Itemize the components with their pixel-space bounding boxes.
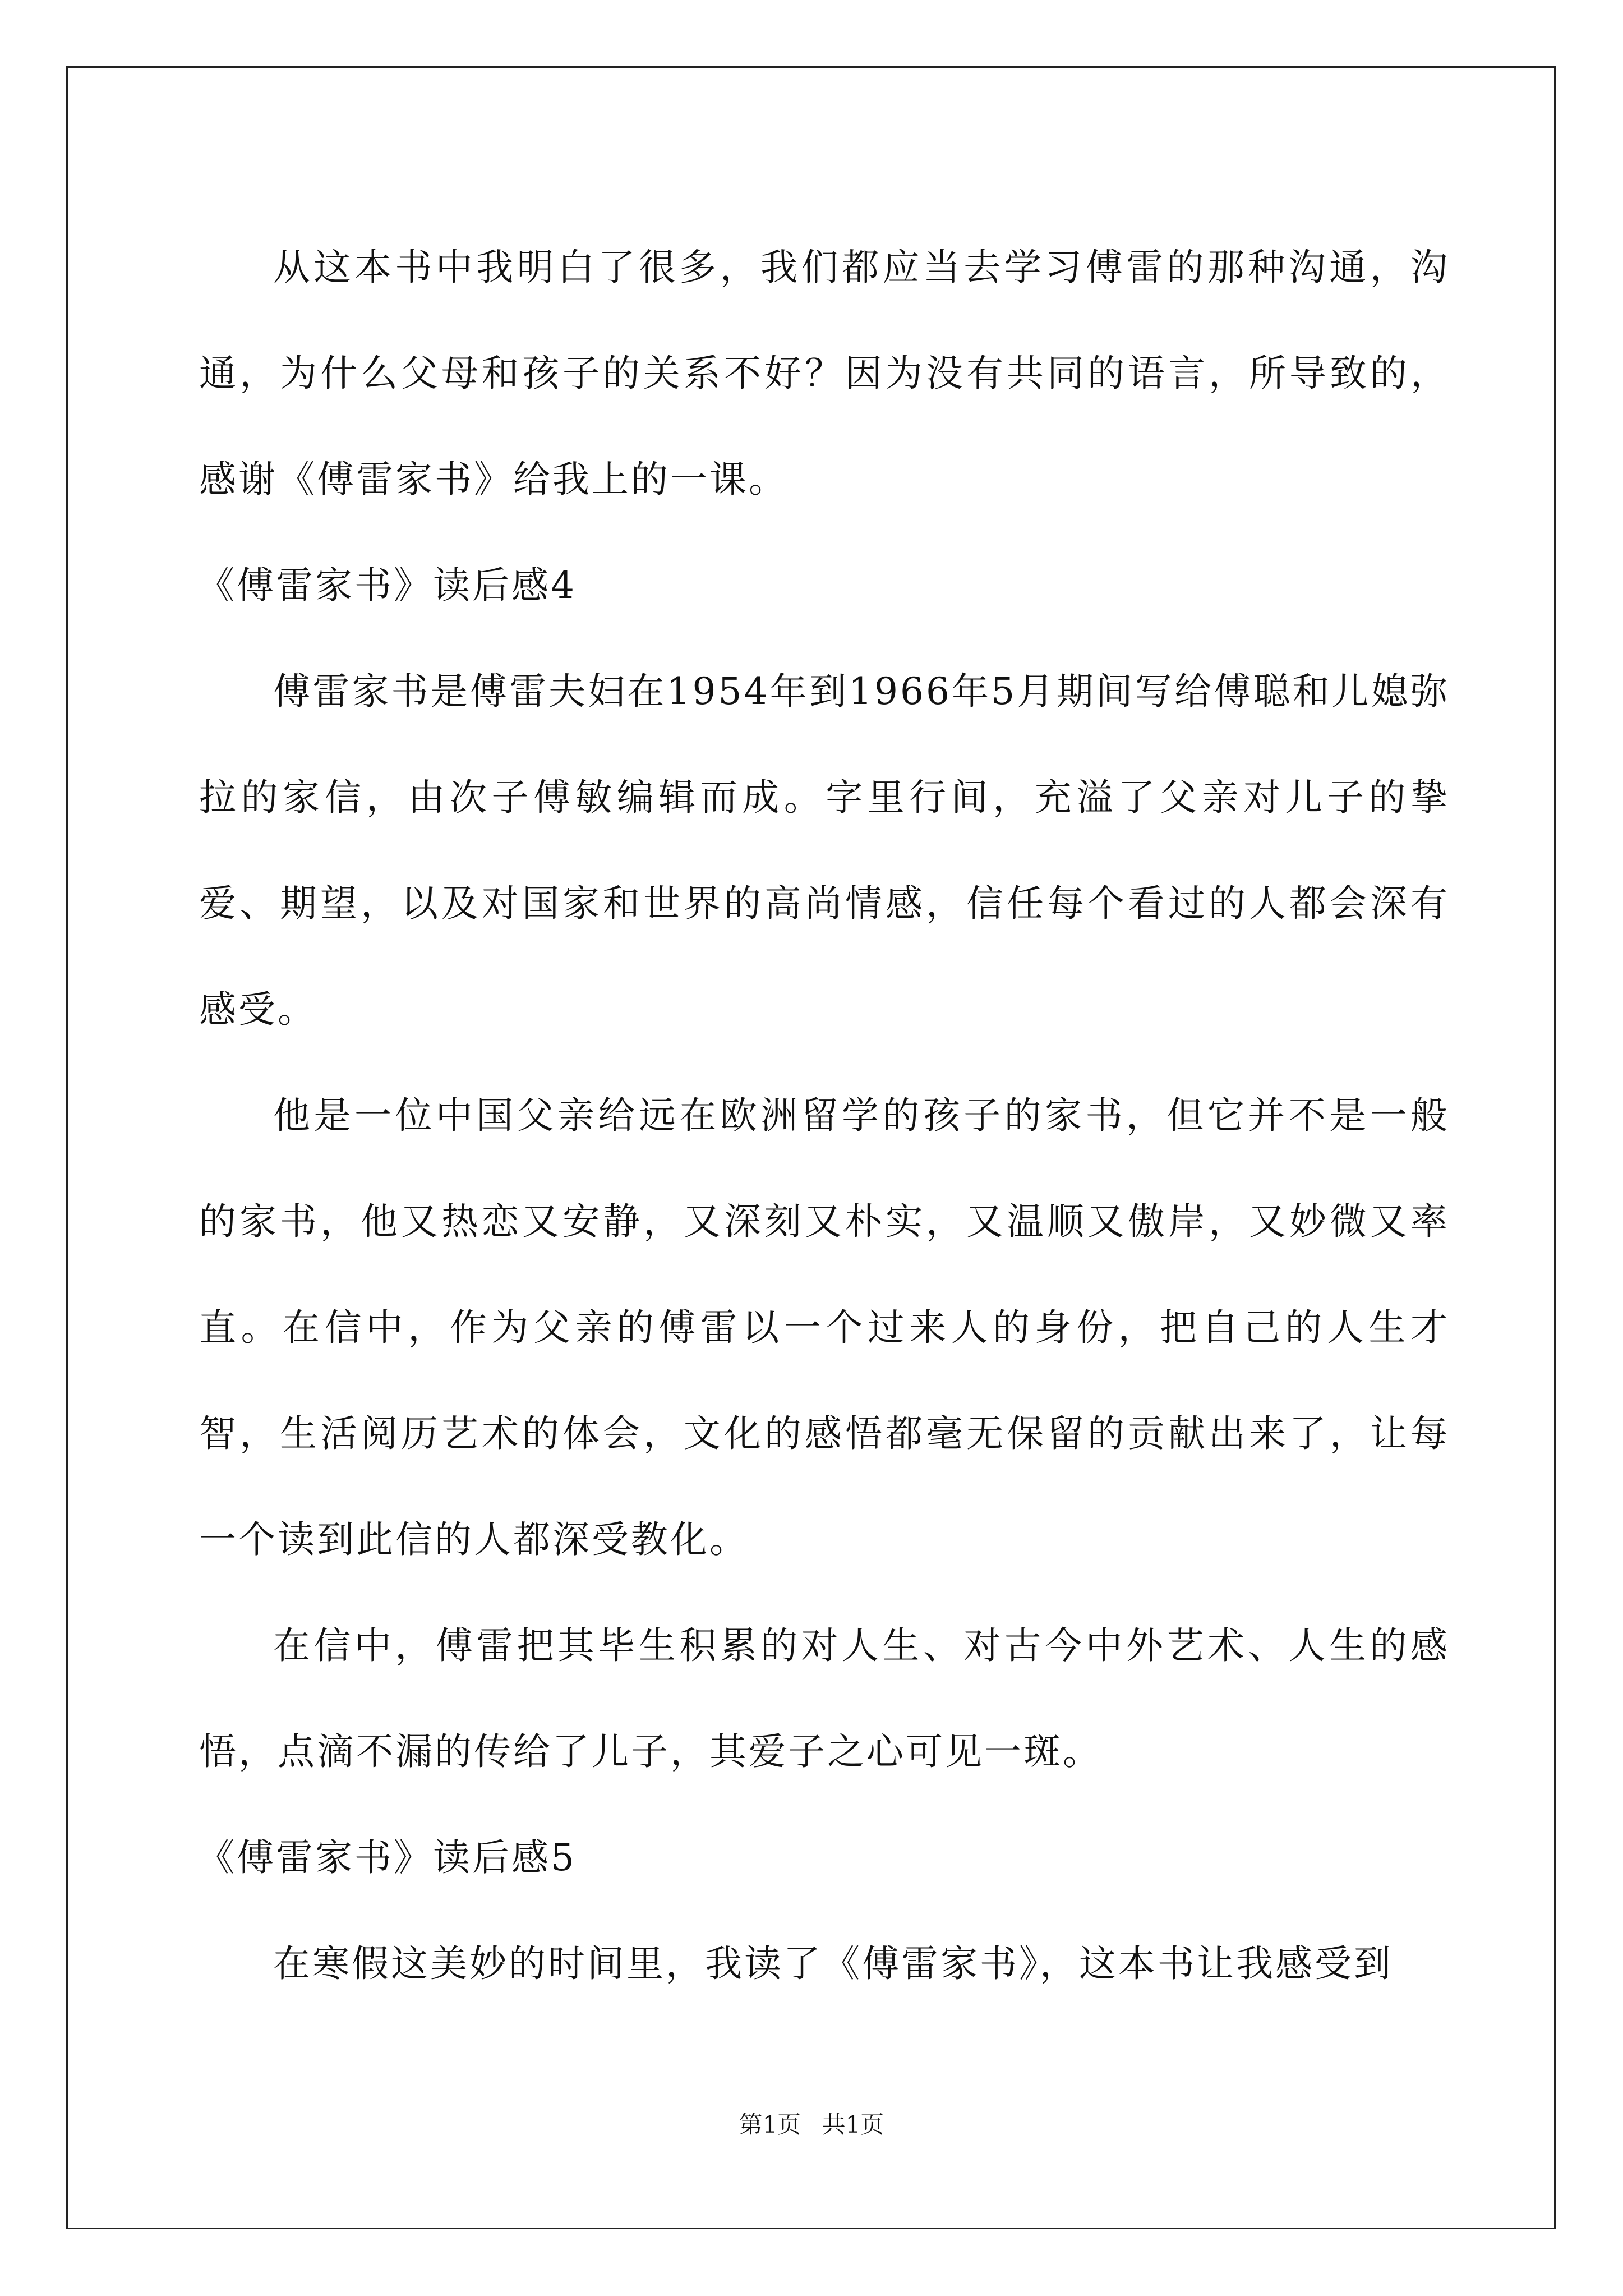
paragraph: 他是一位中国父亲给远在欧洲留学的孩子的家书，但它并不是一般的家书，他又热恋又安静，又深刻又朴实，又温顺又傲岸，又妙微又率直。在信中，作为父亲的傅雷以一个过来人的身份，把自己的人生才智，生活阅历艺术的体会，文化的感悟都毫无保留的贡献出来了，让每一个读到此信的人都深受教化。 [199, 1094, 1450, 1561]
paragraph: 在信中，傅雷把其毕生积累的对人生、对古今中外艺术、人生的感悟，点滴不漏的传给了儿子，其爱子之心可见一斑。 [199, 1624, 1450, 1773]
page-number: 第1页 [739, 2111, 801, 2138]
section-heading: 《傅雷家书》读后感4 [197, 564, 577, 607]
paragraph: 在寒假这美妙的时间里，我读了《傅雷家书》，这本书让我感受到 [273, 1942, 1393, 1985]
page-footer [0, 2108, 1623, 2142]
section-heading: 《傅雷家书》读后感5 [197, 1836, 577, 1879]
paragraph: 从这本书中我明白了很多，我们都应当去学习傅雷的那种沟通，沟通，为什么父母和孩子的关系不好？因为没有共同的语言，所导致的，感谢《傅雷家书》给我上的一课。 [199, 246, 1450, 501]
page-total: 共1页 [822, 2111, 884, 2138]
document-body [199, 214, 1450, 2017]
paragraph: 傅雷家书是傅雷夫妇在1954年到1966年5月期间写给傅聪和儿媳弥拉的家信，由次子傅敏编辑而成。字里行间，充溢了父亲对儿子的挚爱、期望，以及对国家和世界的高尚情感，信任每个看过的人都会深有感受。 [199, 670, 1450, 1031]
